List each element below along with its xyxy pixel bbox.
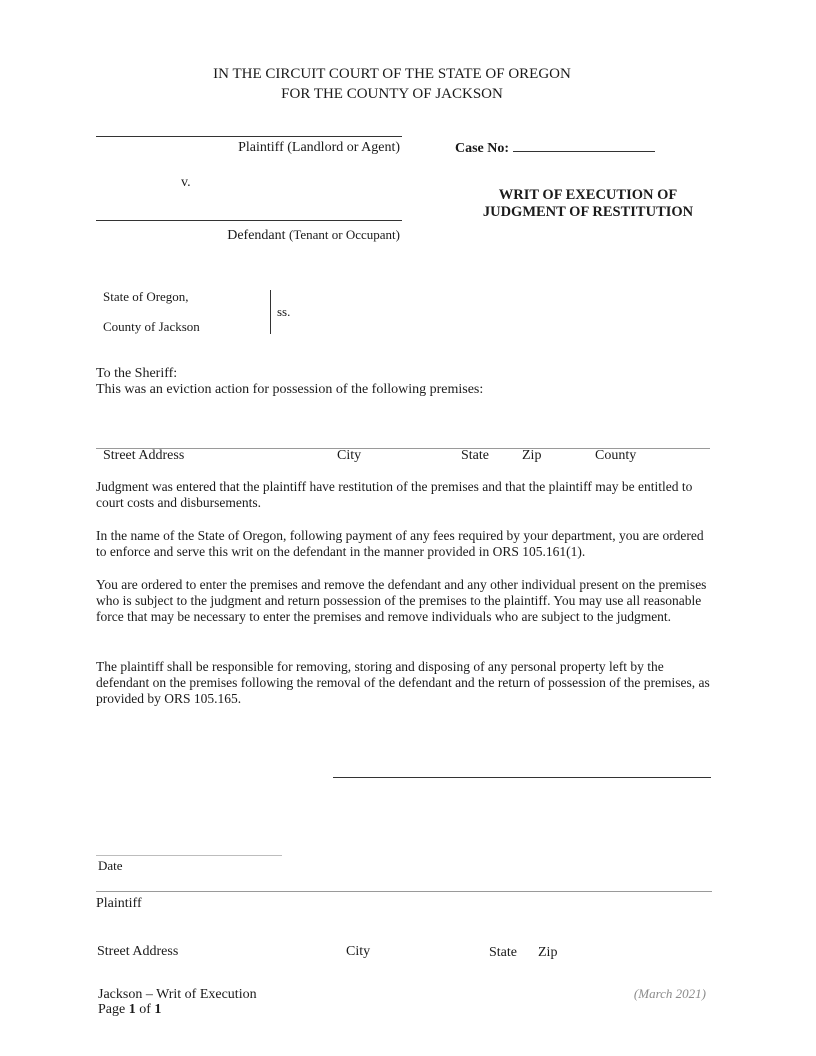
defendant-sublabel: (Tenant or Occupant) [289, 227, 400, 242]
plaintiff-name-line[interactable] [96, 136, 402, 137]
plaintiff-label: Plaintiff (Landlord or Agent) [238, 140, 400, 155]
plaintiff-sig-label: Plaintiff [96, 896, 142, 911]
premises-state-label: State [461, 448, 489, 463]
venue-bracket [270, 290, 271, 334]
footer-page-of: of [135, 1002, 155, 1017]
case-no-field[interactable] [513, 139, 655, 152]
venue-ss: ss. [277, 304, 291, 319]
case-no-row [455, 139, 655, 157]
versus-label: v. [181, 175, 191, 190]
premises-intro: This was an eviction action for possession of the following premises: [96, 382, 484, 397]
defendant-label-row [96, 227, 400, 244]
premises-city-label: City [337, 448, 362, 463]
footer-page-current: 1 [128, 1002, 136, 1017]
footer-revision: (March 2021) [633, 986, 706, 1001]
plaintiff-zip-label: Zip [538, 945, 558, 960]
paragraph-property: The plaintiff shall be responsible for removing, storing and disposing of any personal property left by the defendant on the premises following the removal of the defendant and the return of possession of the premises, as provided by ORS 105.165. [96, 659, 710, 706]
date-label: Date [98, 858, 123, 873]
paragraph-judgment: Judgment was entered that the plaintiff have restitution of the premises and that the plaintiff may be entitled to court costs and disbursements. [96, 479, 693, 510]
plaintiff-state-label: State [489, 945, 517, 960]
footer-page-prefix: Page [98, 1002, 129, 1017]
premises-county-label: County [595, 448, 637, 463]
defendant-name-line[interactable] [96, 220, 402, 221]
plaintiff-city-label: City [346, 944, 371, 959]
footer-page-total: 1 [154, 1002, 162, 1017]
document-title-line2: JUDGMENT OF RESTITUTION [482, 204, 694, 220]
premises-zip-label: Zip [522, 448, 542, 463]
date-line[interactable] [96, 855, 282, 856]
document-title-line1: WRIT OF EXECUTION OF [498, 187, 678, 203]
premises-street-label: Street Address [103, 448, 185, 463]
footer-form-name: Jackson – Writ of Execution [98, 987, 257, 1002]
plaintiff-street-label: Street Address [97, 944, 179, 959]
paragraph-remove: You are ordered to enter the premises and remove the defendant and any other individual present on the premises who is subject to the judgment and return possession of the premises to the plaintiff. You may use all reasonable force that may be necessary to enter the premises and remove individuals who are subject to the judgment. [96, 577, 707, 624]
paragraph-enforce: In the name of the State of Oregon, following payment of any fees required by your department, you are ordered to enforce and serve this writ on the defendant in the manner provided in ORS 105.161(1). [96, 528, 704, 559]
venue-state: State of Oregon, [103, 289, 189, 304]
case-no-label: Case No: [455, 141, 510, 156]
signature-line[interactable] [333, 777, 711, 778]
venue-county: County of Jackson [103, 319, 200, 334]
greeting: To the Sheriff: [96, 366, 178, 381]
defendant-label: Defendant [227, 228, 286, 243]
footer-page-number [98, 1002, 161, 1018]
court-heading-line2: FOR THE COUNTY OF JACKSON [281, 86, 503, 102]
plaintiff-signature-line[interactable] [96, 891, 712, 892]
court-heading-line1: IN THE CIRCUIT COURT OF THE STATE OF OREGON [213, 66, 571, 82]
